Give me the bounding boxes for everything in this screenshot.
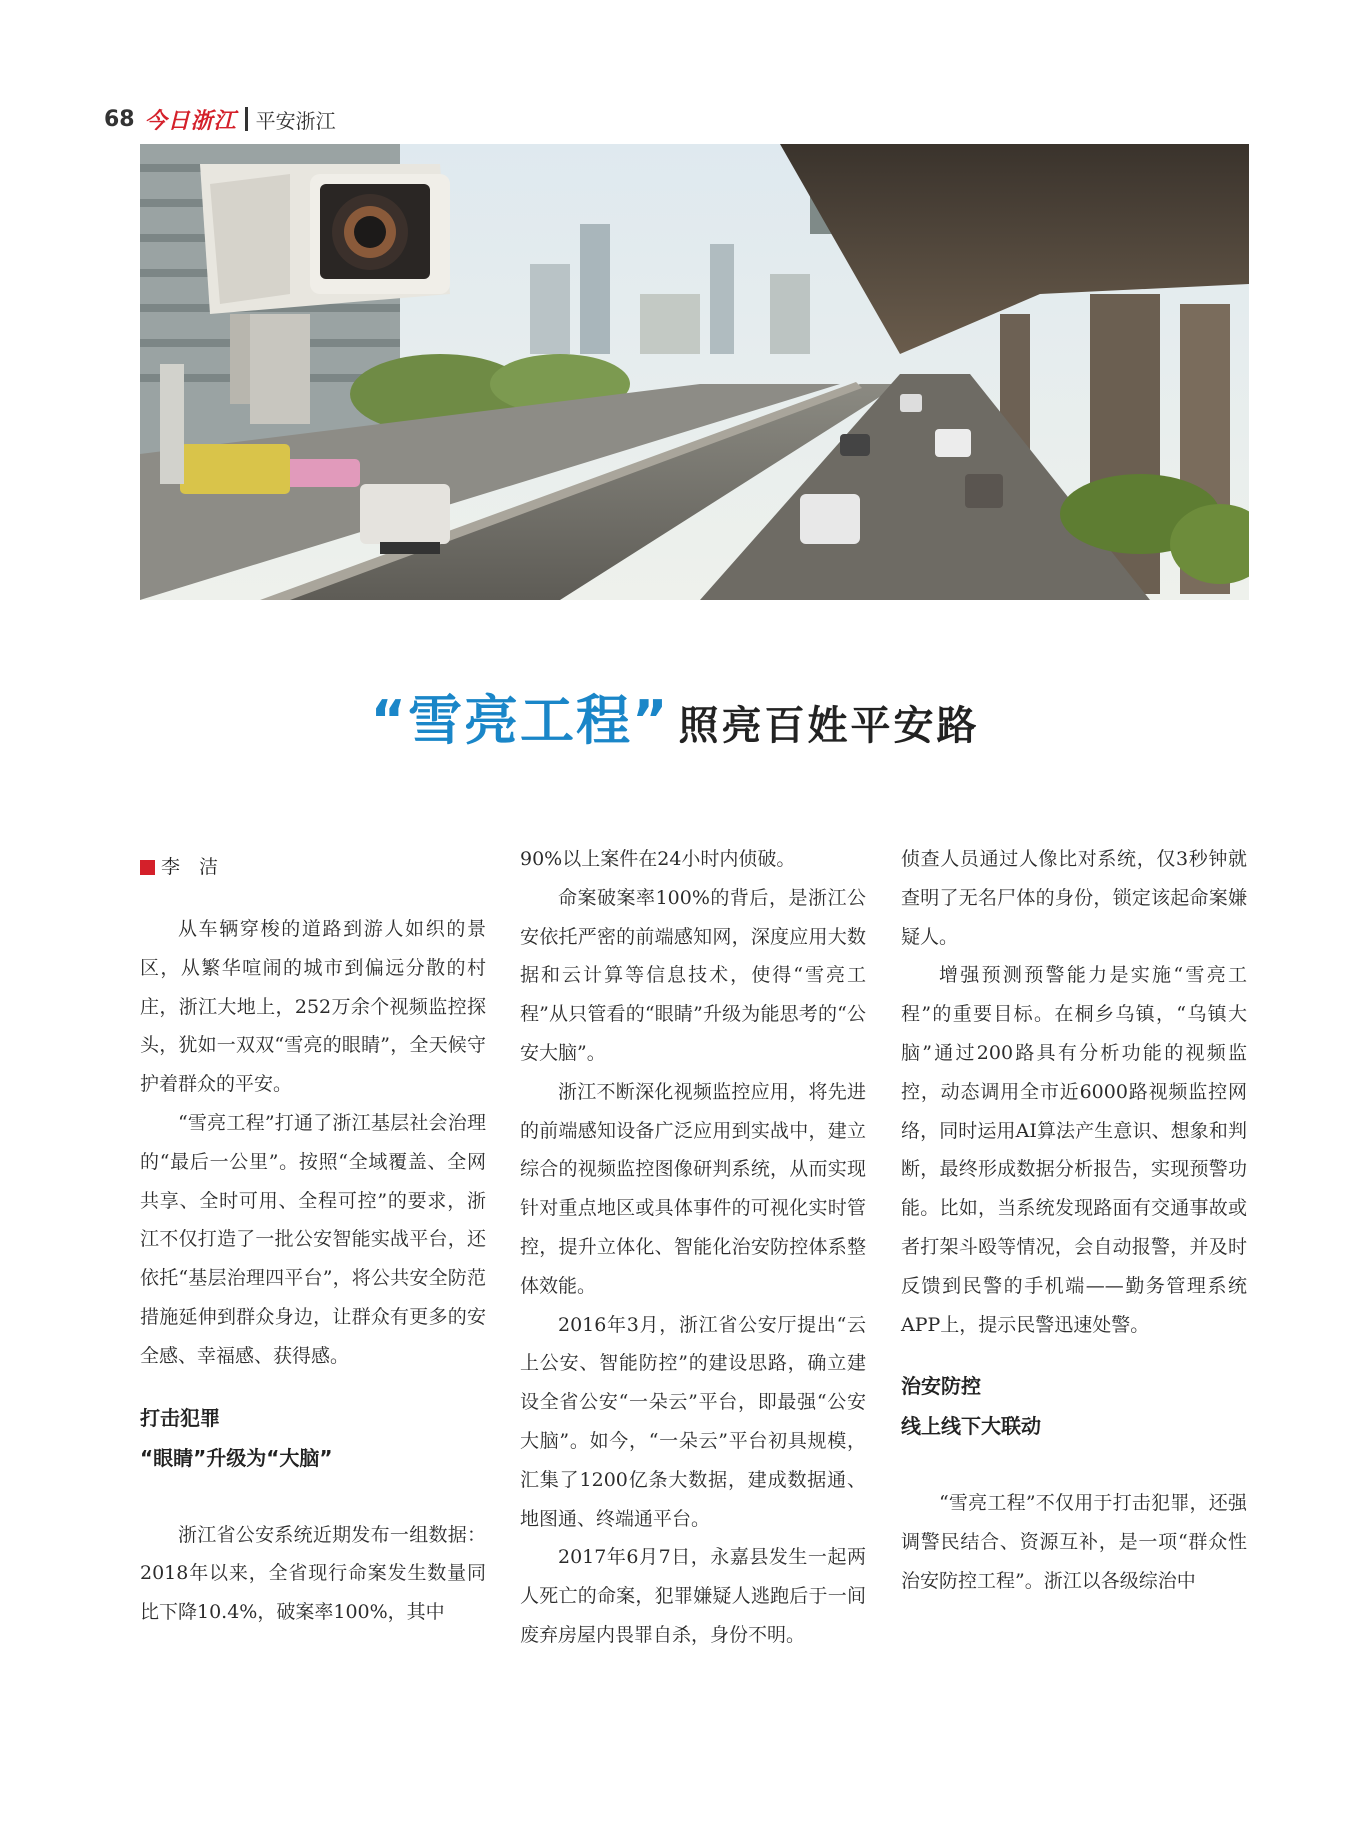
red-square-icon	[140, 860, 155, 875]
page-number: 68	[104, 106, 135, 132]
column-3	[901, 840, 1247, 1601]
paragraph: 命案破案率100%的背后，是浙江公安依托严密的前端感知网，深度应用大数据和云计算等信息技术，使得“雪亮工程”从只管看的“眼睛”升级为能思考的“公安大脑”。	[520, 886, 866, 1064]
page-header	[104, 104, 336, 134]
title-sub: 照亮百姓平安路	[678, 702, 980, 749]
header-divider	[245, 107, 248, 131]
magazine-logo: 今日浙江	[144, 107, 237, 134]
paragraph: 2017年6月7日，永嘉县发生一起两人死亡的命案，犯罪嫌疑人逃跑后于一间废弃房屋内畏罪自杀，身份不明。	[520, 1546, 866, 1646]
author-name: 李 洁	[161, 855, 219, 878]
paragraph: 增强预测预警能力是实施“雪亮工程”的重要目标。在桐乡乌镇，“乌镇大脑”通过200路具有分析功能的视频监控，动态调用全市近6000路视频监控网络，同时运用AI算法产生意识、想象和判断，最终形成数据分析报告，实现预警功能。比如，当系统发现路面有交通事故或者打架斗殴等情况，会自动报警，并及时反馈到民警的手机端——勤务管理系统APP上，提示民警迅速处警。	[901, 964, 1247, 1336]
subheading-line-1: 治安防控	[901, 1374, 981, 1399]
paragraph: “雪亮工程”打通了浙江基层社会治理的“最后一公里”。按照“全域覆盖、全网共享、全时可用、全程可控”的要求，浙江不仅打造了一批公安智能实战平台，还依托“基层治理四平台”，将公共安全防范措施延伸到群众身边，让群众有更多的安全感、幸福感、获得感。	[140, 1111, 486, 1367]
subheading-block	[901, 1366, 1247, 1446]
paragraph: 90%以上案件在24小时内侦破。	[520, 848, 796, 870]
paragraph: “雪亮工程”不仅用于打击犯罪，还强调警民结合、资源互补，是一项“群众性治安防控工程”。浙江以各级综治中	[901, 1492, 1247, 1592]
column-1	[140, 848, 486, 1632]
title-main: “雪亮工程”	[370, 689, 670, 752]
column-2	[520, 840, 866, 1655]
paragraph: 浙江不断深化视频监控应用，将先进的前端感知设备广泛应用到实战中，建立综合的视频监控图像研判系统，从而实现针对重点地区或具体事件的可视化实时管控，提升立体化、智能化治安防控体系整体效能。	[520, 1080, 866, 1297]
hero-photo	[140, 144, 1249, 600]
subheading-block	[140, 1398, 486, 1478]
subheading-line-2: “眼睛”升级为“大脑”	[140, 1445, 333, 1470]
paragraph: 2016年3月，浙江省公安厅提出“云上公安、智能防控”的建设思路，确立建设全省公安“一朵云”平台，即最强“公安大脑”。如今，“一朵云”平台初具规模，汇集了1200亿条大数据，建成数据通、地图通、终端通平台。	[520, 1313, 866, 1530]
paragraph: 浙江省公安系统近期发布一组数据：2018年以来，全省现行命案发生数量同比下降10.4%，破案率100%，其中	[140, 1523, 486, 1624]
subheading-line-1: 打击犯罪	[140, 1405, 220, 1430]
paragraph: 从车辆穿梭的道路到游人如织的景区，从繁华喧闹的城市到偏远分散的村庄，浙江大地上，252万余个视频监控探头，犹如一双双“雪亮的眼睛”，全天候守护着群众的平安。	[140, 918, 486, 1096]
section-name: 平安浙江	[255, 108, 336, 133]
surveillance-camera-highway-image	[140, 144, 1249, 600]
author-byline	[140, 848, 486, 886]
subheading-line-2: 线上线下大联动	[901, 1414, 1041, 1439]
paragraph: 侦查人员通过人像比对系统，仅3秒钟就查明了无名尸体的身份，锁定该起命案嫌疑人。	[901, 848, 1247, 948]
article-title	[0, 678, 1350, 755]
